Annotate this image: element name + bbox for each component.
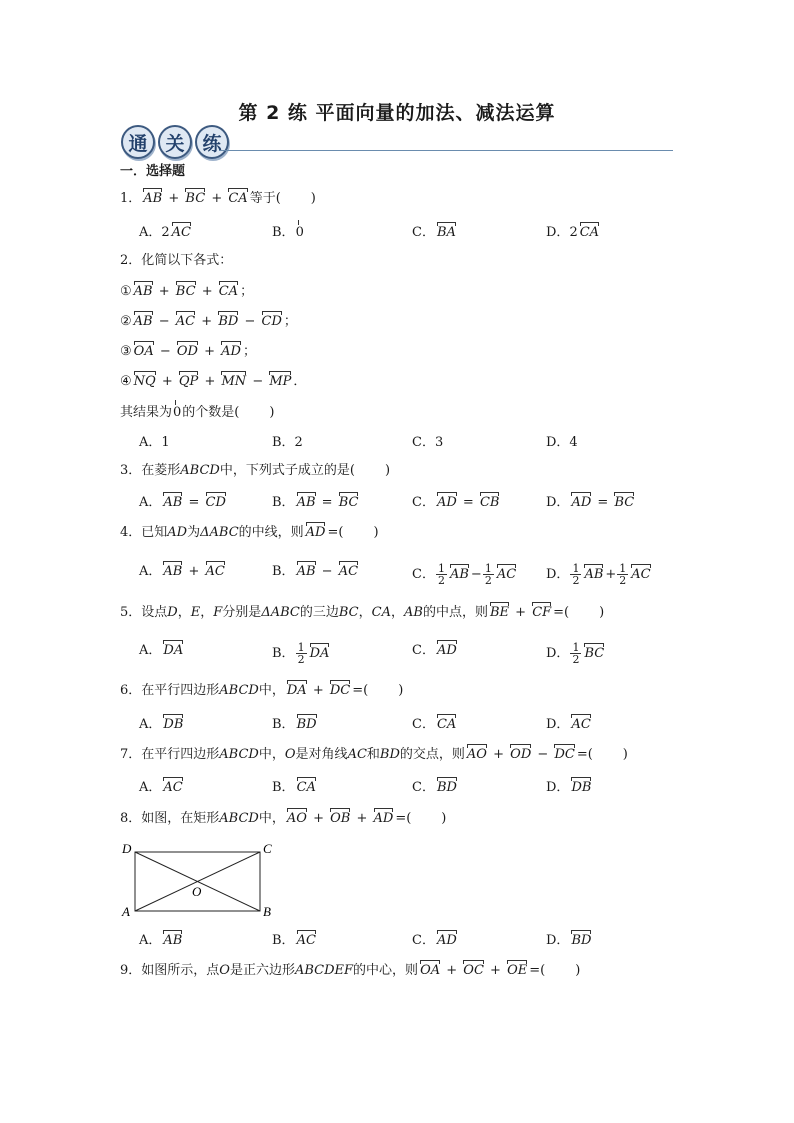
option-b: B． $\frac{1}{2}$ DA bbox=[272, 641, 330, 666]
option-a: A． AB + AC bbox=[139, 564, 225, 579]
rectangle-figure bbox=[118, 838, 288, 920]
option-d: D． BD bbox=[546, 933, 592, 948]
option-b: B． AB = BC bbox=[272, 495, 359, 510]
question-1: 1． AB + BC + CA 等于( ) bbox=[120, 191, 316, 206]
question-2-prompt: 其结果为0的个数是( ) bbox=[120, 405, 275, 420]
option-a: A． AB = CD bbox=[139, 495, 226, 510]
option-a: A． DA bbox=[139, 643, 184, 658]
option-d: D． AD = BC bbox=[546, 495, 635, 510]
option-a: A． DB bbox=[139, 717, 184, 732]
header-rule bbox=[219, 150, 673, 151]
question-3: 3．在菱形ABCD中，下列式子成立的是( ) bbox=[120, 463, 391, 478]
question-7: 7．在平行四边形ABCD中，O是对角线AC和BD的交点，则 AO + OD − DC =( ) bbox=[120, 747, 628, 762]
badge-char: 关 bbox=[158, 125, 192, 159]
option-c: C． AD bbox=[412, 643, 457, 658]
question-2: 2．化简以下各式： bbox=[120, 253, 233, 268]
question-9: 9．如图所示，点O是正六边形ABCDEF的中心，则 OA + OC + OE =( ) bbox=[120, 963, 581, 978]
label-o: O bbox=[192, 884, 202, 899]
badge-char: 通 bbox=[121, 125, 155, 159]
option-a: A． AB bbox=[139, 933, 183, 948]
label-d: D bbox=[122, 841, 132, 856]
section-heading: 一．选择题 bbox=[120, 164, 186, 179]
option-c: C． $\frac{1}{2}$ AB − $\frac{1}{2}$ AC bbox=[412, 562, 517, 587]
option-d: D． $\frac{1}{2}$ AB + $\frac{1}{2}$ AC bbox=[546, 562, 651, 587]
label-b: B bbox=[263, 904, 271, 919]
option-d: D． DB bbox=[546, 780, 592, 795]
option-c: C． BD bbox=[412, 780, 457, 795]
option-a: A． AC bbox=[139, 780, 183, 795]
option-b: B． BD bbox=[272, 717, 317, 732]
option-a: A．2 AC bbox=[139, 225, 192, 240]
label-c: C bbox=[263, 841, 272, 856]
option-c: C． AD bbox=[412, 933, 457, 948]
question-4: 4．已知AD为ΔABC的中线，则 AD =( ) bbox=[120, 525, 379, 540]
option-c: C．3 bbox=[412, 435, 444, 450]
option-b: B．2 bbox=[272, 435, 303, 450]
label-a: A bbox=[122, 904, 130, 919]
option-b: B．0 bbox=[272, 225, 304, 240]
badge-char: 练 bbox=[195, 125, 229, 159]
option-b: B． CA bbox=[272, 780, 316, 795]
question-5: 5．设点D，E，F分别是ΔABC的三边BC，CA，AB的中点，则 BE + CF =( ) bbox=[120, 605, 605, 620]
tongguanlian-badge bbox=[121, 125, 229, 161]
expression-4: ④ NQ + QP + MN − MP ． bbox=[120, 374, 307, 389]
option-c: C． CA bbox=[412, 717, 457, 732]
option-d: D． $\frac{1}{2}$ BC bbox=[546, 641, 605, 666]
option-b: B． AC bbox=[272, 933, 316, 948]
option-d: D．2 CA bbox=[546, 225, 600, 240]
question-8: 8．如图，在矩形ABCD中， AO + OB + AD =( ) bbox=[120, 811, 447, 826]
page-title: 第 2 练 平面向量的加法、减法运算 bbox=[238, 102, 556, 124]
expression-3: ③ OA − OD + AD ； bbox=[120, 344, 256, 359]
expression-1: ① AB + BC + CA ； bbox=[120, 284, 254, 299]
option-b: B． AB − AC bbox=[272, 564, 359, 579]
question-6: 6．在平行四边形ABCD中， DA + DC =( ) bbox=[120, 683, 404, 698]
option-c: C． AD = CB bbox=[412, 495, 500, 510]
option-d: D．4 bbox=[546, 435, 578, 450]
option-d: D． AC bbox=[546, 717, 591, 732]
option-c: C． BA bbox=[412, 225, 456, 240]
expression-2: ② AB − AC + BD − CD ； bbox=[120, 314, 297, 329]
option-a: A．1 bbox=[139, 435, 170, 450]
